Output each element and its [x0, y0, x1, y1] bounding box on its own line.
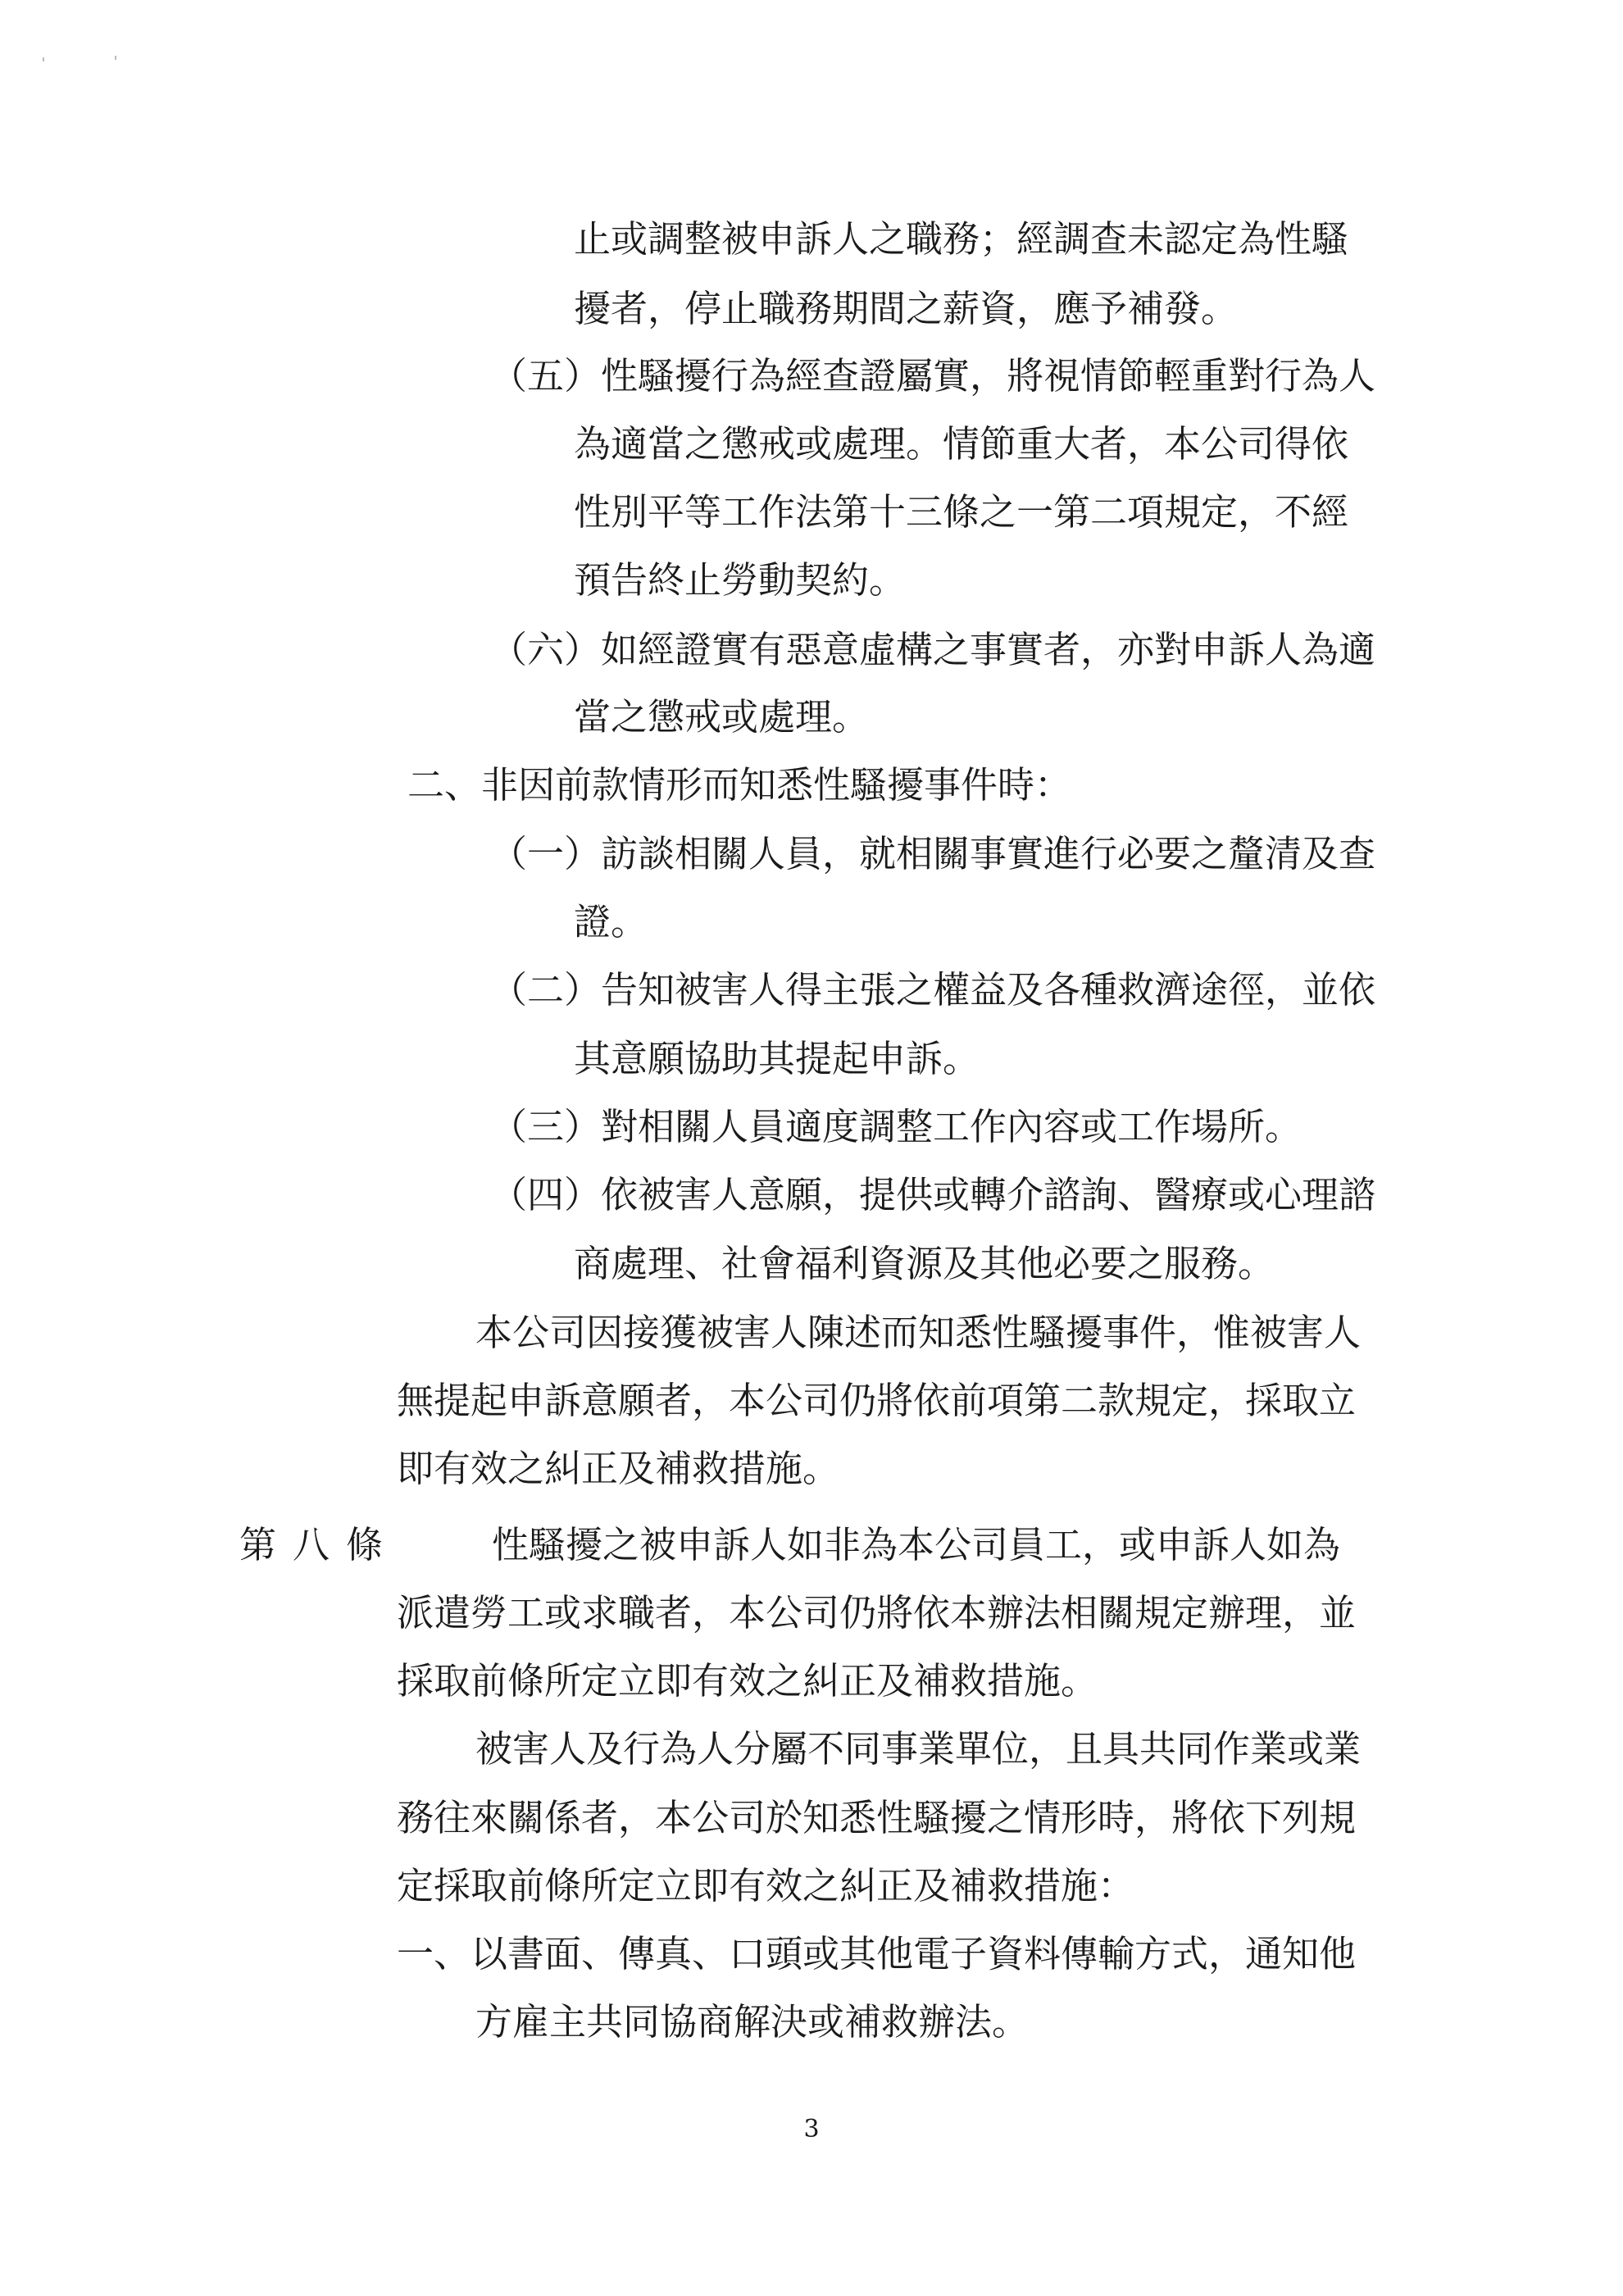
text-line: 商處理、社會福利資源及其他必要之服務。 [574, 1242, 1275, 1285]
list-item: （五）性騷擾行為經查證屬實，將視情節輕重對行為人 [490, 354, 1376, 398]
paragraph-line: 派遣勞工或求職者，本公司仍將依本辦法相關規定辦理，並 [397, 1591, 1357, 1634]
paragraph-line: 被害人及行為人分屬不同事業單位，且具共同作業或業 [475, 1727, 1362, 1771]
page-number: 3 [803, 2115, 820, 2144]
paragraph-line: 本公司因接獲被害人陳述而知悉性騷擾事件，惟被害人 [475, 1311, 1362, 1354]
paragraph-line: 定採取前條所定立即有效之糾正及補救措施： [397, 1864, 1135, 1907]
paragraph-line: 性騷擾之被申訴人如非為本公司員工，或申訴人如為 [492, 1523, 1341, 1566]
text-line: 預告終止勞動契約。 [574, 558, 907, 602]
list-item: （三）對相關人員適度調整工作內容或工作場所。 [490, 1105, 1302, 1148]
article-label: 第八條 [239, 1523, 400, 1566]
paragraph-line: 無提起申訴意願者，本公司仍將依前項第二款規定，採取立 [397, 1379, 1357, 1422]
text-line: 其意願協助其提起申訴。 [574, 1037, 980, 1080]
list-item: 一、以書面、傳真、口頭或其他電子資料傳輸方式，通知他 [397, 1932, 1357, 1975]
paragraph-line: 務往來關係者，本公司於知悉性騷擾之情形時，將依下列規 [397, 1796, 1357, 1839]
text-line: 當之懲戒或處理。 [574, 695, 870, 739]
text-line: 擾者，停止職務期間之薪資，應予補發。 [574, 287, 1239, 330]
scan-speck [115, 56, 116, 60]
text-line: 方雇主共同協商解決或補救辦法。 [475, 2000, 1030, 2044]
section-heading: 二、非因前款情形而知悉性騷擾事件時： [407, 763, 1072, 807]
list-item: （六）如經證實有惡意虛構之事實者，亦對申訴人為適 [490, 628, 1376, 671]
list-item: （四）依被害人意願，提供或轉介諮詢、醫療或心理諮 [490, 1173, 1376, 1216]
text-line: 止或調整被申訴人之職務；經調查未認定為性騷 [574, 217, 1349, 261]
list-item: （一）訪談相關人員，就相關事實進行必要之釐清及查 [490, 832, 1376, 875]
paragraph-line: 採取前條所定立即有效之糾正及補救措施。 [397, 1659, 1098, 1703]
text-line: 證。 [574, 900, 648, 943]
text-line: 為適當之懲戒或處理。情節重大者，本公司得依 [574, 422, 1349, 466]
list-item: （二）告知被害人得主張之權益及各種救濟途徑，並依 [490, 968, 1376, 1012]
text-line: 性別平等工作法第十三條之一第二項規定，不經 [574, 490, 1349, 534]
paragraph-line: 即有效之糾正及補救措施。 [397, 1447, 840, 1490]
scan-speck [43, 57, 44, 61]
